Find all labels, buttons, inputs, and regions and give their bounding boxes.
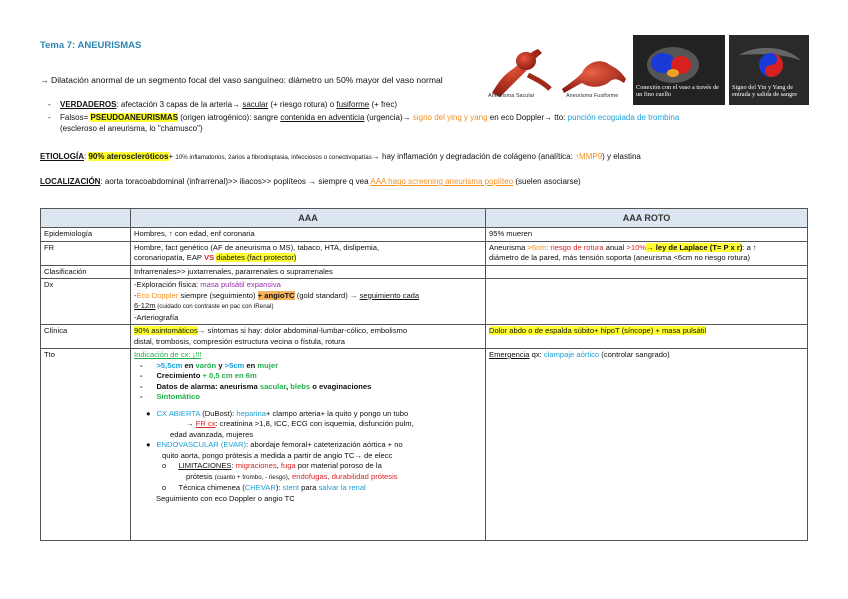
text: mujer (257, 360, 279, 370)
text: : (84, 152, 89, 161)
text: masa pulsátil expansiva (200, 280, 281, 289)
text: (escleroso el aneurisma, lo "chamusco") (60, 124, 203, 133)
text: >5,5cm (156, 360, 183, 370)
term-ying-yang: signo del ying y yang (412, 113, 488, 122)
text: contenida en adventicia (280, 113, 365, 122)
table-header (41, 209, 808, 228)
text: + clampo arteria+ la quito y pongo un tubo (265, 408, 409, 418)
label-etiologia: ETIOLOGÍA (40, 152, 84, 161)
text: Datos de alarma: aneurisma (156, 381, 260, 391)
text: → (186, 419, 196, 428)
row-label: Epidemiología (41, 228, 131, 242)
page-title: Tema 7: ANEURISMAS (40, 40, 142, 51)
text: (gold standard) → (294, 290, 360, 300)
cell: 95% mueren (486, 228, 808, 242)
cell (486, 325, 808, 349)
text: (cuanto + trombo, - riesgo) (214, 473, 288, 481)
etiologia (40, 152, 641, 161)
text: quito aorta, pongo prótesis a medida a partir de angio TC→ de elecc (162, 450, 393, 460)
text: - (134, 290, 137, 300)
term-fusiforme: fusiforme (336, 100, 370, 109)
text: Aneurisma (489, 242, 528, 252)
intro-definition: → Dilatación anormal de un segmento focal del vaso sanguíneo: diámetro un 50% mayor del vaso normal (40, 75, 443, 85)
text: en eco Doppler→ tto: (487, 113, 568, 122)
text: → ley de Laplace (T= P x r) (646, 242, 743, 252)
table-row (41, 349, 808, 541)
cell (131, 241, 486, 265)
row-label: Clínica (41, 325, 131, 349)
cell (486, 265, 808, 279)
text: (+ riesgo rotura) o (268, 100, 337, 109)
text: Falsos= (60, 113, 91, 122)
aneurysm-table (40, 208, 808, 541)
text: y (216, 360, 225, 370)
text: o evaginaciones (310, 381, 372, 391)
text: Hombre, fact genético (AF de aneurisma o MS), tabaco, HTA, dislipemia, (134, 242, 380, 252)
text: 10% inflamatorios, 2arios a fibrodisplasia, infecciosos o conectivopatías (175, 154, 372, 161)
text: siempre (seguimiento) (178, 290, 258, 300)
text: : afectación 3 capas de la arteria→ (116, 100, 243, 109)
text: Emergencia (489, 350, 530, 359)
text: qx: (529, 350, 544, 359)
text: : a ↑ (742, 242, 757, 252)
text: (+ frec) (369, 100, 398, 109)
header-aaa-roto: AAA ROTO (486, 209, 808, 228)
text: (DuBost): (200, 408, 237, 418)
text: heparina (236, 408, 266, 418)
bullet-falsos: - Falsos= PSEUDOANEURISMAS (origen iatrogénico): sangre contenida en adventicia (urgencia)→ signo del ying y yang en eco Doppler→ tto: punción ecoguiada de trombina (escleroso el aneurisma, lo "chamusco") (48, 113, 680, 133)
sacular-caption: Aneurisma Sacular (488, 93, 535, 99)
text: fuga (280, 461, 296, 470)
ultrasound-caption-yin-yang: Signo del Yin y Yang de entrada y salida de sangre (732, 84, 798, 98)
text: seguimiento cada (359, 290, 420, 300)
text: coronariopatía, EAP (134, 253, 204, 262)
text: >10% (626, 242, 647, 252)
text: prótesis (186, 471, 215, 481)
text: (suelen asociarse) (513, 177, 581, 186)
text: CX ABIERTA (156, 408, 201, 418)
label-localizacion: LOCALIZACIÓN (40, 177, 101, 186)
cell (486, 241, 808, 265)
table-row (41, 279, 808, 325)
text: >5cm (224, 360, 245, 370)
text: : abordaje femoral+ cateterización aórtica + no (246, 440, 403, 449)
term-puncion: punción ecoguiada de trombina (567, 113, 680, 122)
text: : (231, 461, 236, 470)
text: FR cx (195, 419, 216, 428)
text: >6cm (527, 242, 547, 252)
text: ENDOVASCULAR (EVAR) (156, 440, 247, 449)
cell (131, 325, 486, 349)
text: ) y elastina (602, 152, 641, 161)
text: -Exploración física: (134, 280, 201, 289)
text: para (299, 483, 319, 492)
text: Indicación de cx: ¡!!! (134, 350, 202, 359)
cell: Hombres, ↑ con edad, enf coronaria (131, 228, 486, 242)
text: : creatinina >1,8, ICC, ECG con isquemia, disfunción pulm, (215, 419, 414, 428)
text: -Arteriografía (134, 312, 179, 322)
text: , (287, 471, 293, 481)
text: Crecimiento (156, 371, 203, 380)
text: edad avanzada, mujeres (170, 429, 254, 439)
term-sacular: sacular (242, 100, 269, 109)
cell: Indicación de cx: ¡!!! - >5,5cm en varón y >5cm en mujer - Crecimiento + 0,5 cm en 6m - Datos de alarma: aneurisma sacular, blebs o evaginaciones - Sintomático ● CX ABIERTA (DuBost): heparina+ clampo arteria+ la quito y pongo un tubo → FR cx: creatinina >1,8, ICC, ECG con isquemia, disfunción pulm, edad avanzada, mujeres ● ENDOVASCULAR (EVAR): abordaje femoral+ cateterización aórtica + no quito aorta, pongo prótesis a medida a partir de angio TC→ de elecc o LIMITACIONES: migraciones, fuga por material poroso de la prótesis (cuanto + trombo, - riesgo), endofugas, durabilidad prótesis o Técnica chimenea (CHEVAR): stent para salvar la renal Seguimiento con eco Doppler o angio TC (131, 349, 486, 541)
text: (urgencia)→ (364, 113, 413, 122)
text: migraciones (235, 461, 277, 470)
text: blebs (290, 381, 311, 391)
text: en (182, 360, 196, 370)
term-mmp9: ↑MMP9 (575, 152, 603, 161)
text: diámetro de la pared, más tensión soporta (aneurisma <6cm no riesgo rotura) (489, 253, 751, 262)
cell (486, 349, 808, 541)
label-verdaderos: VERDADEROS (60, 100, 117, 109)
term-ateroscleroticos: 90% ateroscleróticos (88, 152, 169, 161)
text: + (168, 152, 176, 161)
text: (origen iatrogénico): sangre (178, 113, 281, 122)
text: clampaje aórtico (543, 350, 600, 359)
ultrasound-caption-neck: Conexión con el vaso a través de un fino cuello (636, 84, 719, 98)
row-label: FR (41, 241, 131, 265)
text: (cuidado con contraste en pac con IRenal) (155, 303, 274, 310)
cell (131, 279, 486, 325)
header-empty (41, 209, 131, 228)
text: endofugas, durabilidad prótesis (292, 471, 398, 481)
text: + 0,5 cm en 6m (202, 371, 257, 380)
table-row (41, 265, 808, 279)
text: → hay inflamación y degradación de colágeno (analítica: (371, 152, 576, 161)
text: Técnica chimenea ( (178, 483, 245, 492)
term-screening: AAA hago screening aneurisma poplíteo (370, 177, 514, 186)
text: por material poroso de la (295, 461, 382, 470)
table-row (41, 228, 808, 242)
row-label: Dx (41, 279, 131, 325)
text: Dolor abdo o de espalda súbito+ hipoT (síncope) + masa pulsátil (489, 326, 707, 335)
text: salvar la renal (318, 483, 366, 492)
text: Eco Doppler (136, 290, 179, 300)
text: VS (203, 253, 215, 262)
text: : aorta toracoabdominal (infrarrenal)>> iliacos>> poplíteos → siempre q vea (100, 177, 371, 186)
text: , (286, 381, 291, 391)
text: stent (282, 483, 300, 492)
text: LIMITACIONES (178, 461, 232, 470)
term-pseudoaneurismas: PSEUDOANEURISMAS (90, 113, 179, 122)
text: Seguimiento con eco Doppler o angio TC (156, 493, 295, 503)
text: varón (195, 360, 217, 370)
text: CHEVAR (244, 483, 276, 492)
header-aaa: AAA (131, 209, 486, 228)
cell (486, 279, 808, 325)
text: : riesgo de rotura (546, 242, 604, 252)
text: diabetes (fact protector) (216, 253, 297, 262)
text: → síntomas si hay: dolor abdominal-lumbar-cólico, embolismo (197, 326, 408, 335)
cell: Infrarrenales>> juxtarrenales, pararrenales o suprarrenales (131, 265, 486, 279)
text: Sintomático (156, 392, 200, 401)
localizacion (40, 177, 581, 186)
text: en (244, 360, 258, 370)
text: (controlar sangrado) (599, 350, 670, 359)
text: ): (275, 483, 283, 492)
text: distal, trombosis, compresión estructura vecina o fístula, rotura (134, 336, 346, 346)
text: sacular (259, 381, 287, 391)
table-row (41, 241, 808, 265)
text: 6-12m (134, 301, 156, 310)
text: , (276, 461, 281, 470)
table-row (41, 325, 808, 349)
row-label: Clasificación (41, 265, 131, 279)
row-label: Tto (41, 349, 131, 541)
fusiform-caption: Aneurisma Fusiforme (566, 93, 619, 99)
bullet-verdaderos: - VERDADEROS: afectación 3 capas de la arteria→ sacular (+ riesgo rotura) o fusiforme (+ frec) (48, 100, 398, 109)
text: 90% asintomáticos (134, 326, 198, 335)
text: anual (603, 242, 627, 252)
text: + angioTC (257, 290, 295, 300)
